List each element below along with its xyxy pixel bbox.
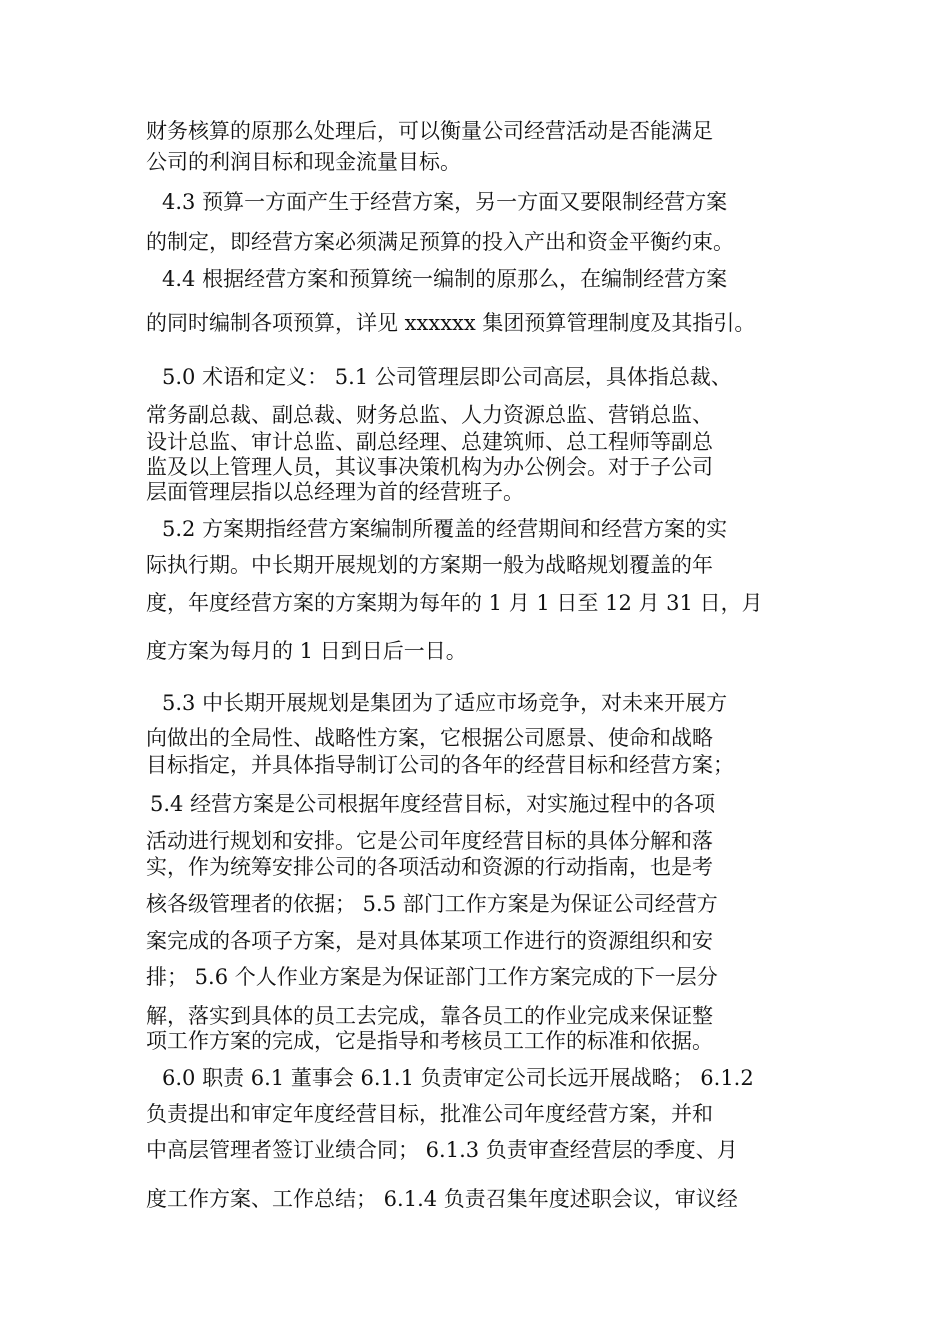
text-line: 层面管理层指以总经理为首的经营班子。 xyxy=(146,480,524,504)
text-line: 度工作方案、工作总结； 6.1.4 负责召集年度述职会议，审议经 xyxy=(146,1187,738,1211)
text-line: 负责提出和审定年度经营目标，批准公司年度经营方案，并和 xyxy=(146,1102,713,1126)
text-line: 活动进行规划和安排。它是公司年度经营目标的具体分解和落 xyxy=(146,829,713,853)
text-line: 的制定，即经营方案必须满足预算的投入产出和资金平衡约束。 xyxy=(146,230,734,254)
text-line: 4.4 根据经营方案和预算统一编制的原那么，在编制经营方案 xyxy=(162,267,728,291)
text-line: 目标指定，并具体指导制订公司的各年的经营目标和经营方案； xyxy=(146,753,734,777)
text-line: 公司的利润目标和现金流量目标。 xyxy=(146,150,461,174)
text-line: 5.3 中长期开展规划是集团为了适应市场竞争，对未来开展方 xyxy=(162,691,728,715)
text-line: 的同时编制各项预算，详见 xxxxxx 集团预算管理制度及其指引。 xyxy=(146,311,756,335)
text-line: 监及以上管理人员，其议事决策机构为办公例会。对于子公司 xyxy=(146,455,713,479)
text-line: 度方案为每月的 1 日到日后一日。 xyxy=(146,639,467,663)
text-line: 实，作为统筹安排公司的各项活动和资源的行动指南，也是考 xyxy=(146,855,713,879)
text-line: 际执行期。中长期开展规划的方案期一般为战略规划覆盖的年 xyxy=(146,553,713,577)
text-line: 4.3 预算一方面产生于经营方案，另一方面又要限制经营方案 xyxy=(162,190,728,214)
text-line: 解，落实到具体的员工去完成，靠各员工的作业完成来保证整 xyxy=(146,1004,713,1028)
text-line: 财务核算的原那么处理后，可以衡量公司经营活动是否能满足 xyxy=(146,119,713,143)
text-line: 5.4 经营方案是公司根据年度经营目标，对实施过程中的各项 xyxy=(150,792,716,816)
text-line: 项工作方案的完成，它是指导和考核员工工作的标准和依据。 xyxy=(146,1029,713,1053)
text-line: 向做出的全局性、战略性方案，它根据公司愿景、使命和战略 xyxy=(146,726,713,750)
text-line: 5.0 术语和定义： 5.1 公司管理层即公司高层，具体指总裁、 xyxy=(162,365,732,389)
text-line: 度，年度经营方案的方案期为每年的 1 月 1 日至 12 月 31 日，月 xyxy=(146,591,763,615)
text-line: 核各级管理者的依据； 5.5 部门工作方案是为保证公司经营方 xyxy=(146,892,718,916)
text-line: 案完成的各项子方案，是对具体某项工作进行的资源组织和安 xyxy=(146,929,713,953)
text-line: 常务副总裁、副总裁、财务总监、人力资源总监、营销总监、 xyxy=(146,403,713,427)
text-line: 5.2 方案期指经营方案编制所覆盖的经营期间和经营方案的实 xyxy=(162,517,728,541)
text-line: 中高层管理者签订业绩合同； 6.1.3 负责审查经营层的季度、月 xyxy=(146,1138,738,1162)
text-line: 6.0 职责 6.1 董事会 6.1.1 负责审定公司长远开展战略； 6.1.2 xyxy=(162,1066,754,1090)
text-line: 排； 5.6 个人作业方案是为保证部门工作方案完成的下一层分 xyxy=(146,965,718,989)
text-line: 设计总监、审计总监、副总经理、总建筑师、总工程师等副总 xyxy=(146,430,713,454)
